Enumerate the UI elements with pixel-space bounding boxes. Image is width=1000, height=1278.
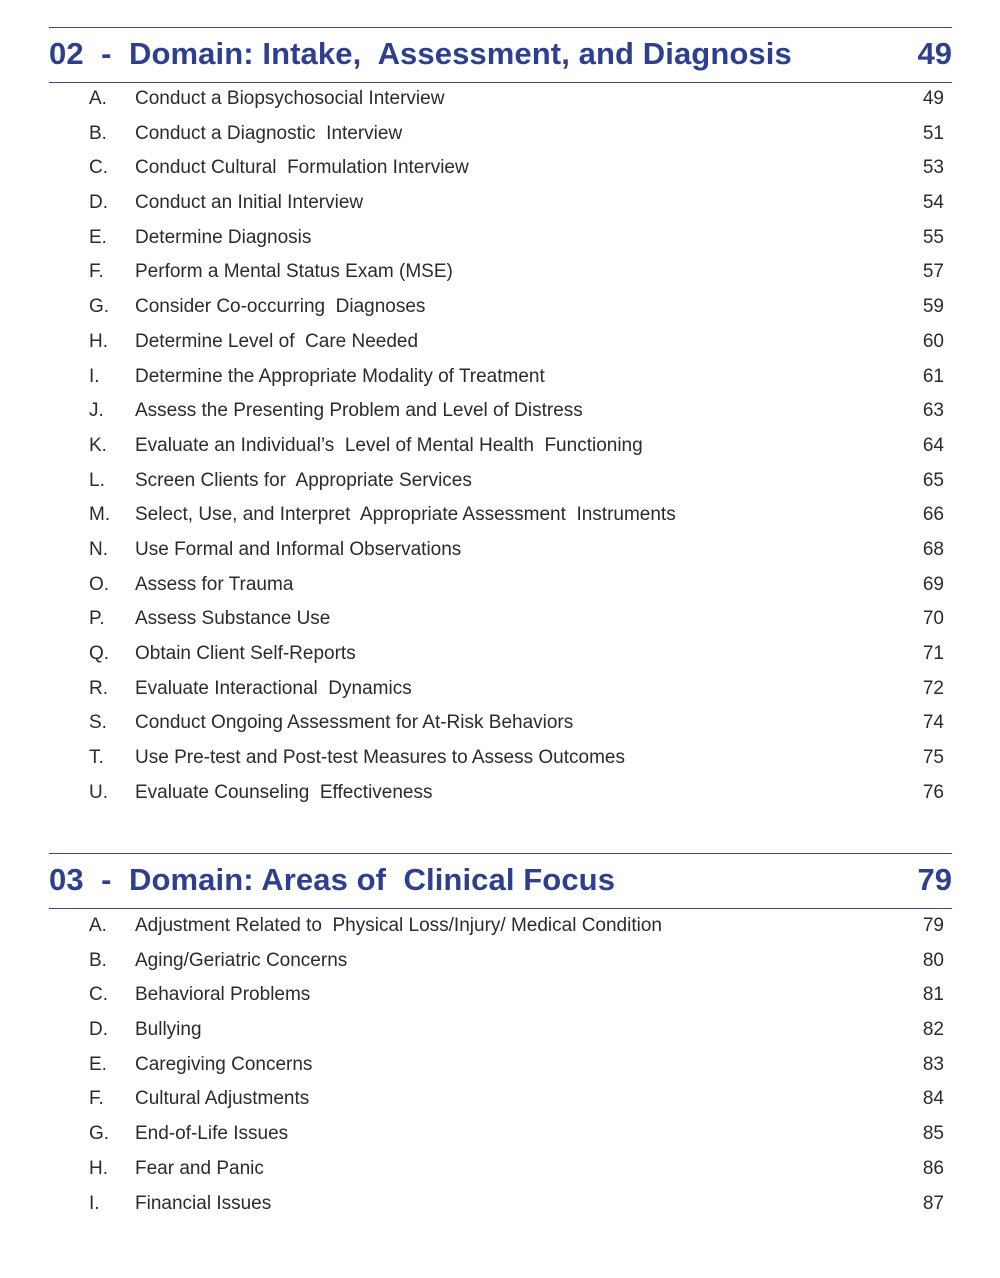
toc-entry[interactable] — [49, 393, 952, 428]
entry-letter: J. — [89, 400, 104, 422]
entry-letter: S. — [89, 712, 107, 734]
entry-label: Assess Substance Use — [135, 608, 331, 630]
entry-page: 65 — [922, 469, 944, 491]
toc-entry[interactable] — [49, 636, 952, 671]
entry-letter: H. — [89, 1157, 108, 1179]
entry-letter: B. — [89, 949, 107, 971]
entry-page: 61 — [922, 365, 944, 387]
entry-letter: P. — [89, 608, 105, 630]
entry-letter: U. — [89, 781, 108, 803]
entry-page: 70 — [922, 608, 944, 630]
entry-page: 80 — [922, 949, 944, 971]
entry-label: Financial Issues — [135, 1192, 272, 1214]
toc-entry[interactable] — [49, 150, 952, 185]
section-header[interactable] — [49, 853, 952, 909]
entry-label: Obtain Client Self-Reports — [135, 643, 356, 664]
entry-label: Conduct a Diagnostic Interview — [135, 122, 403, 144]
entry-letter: R. — [89, 677, 108, 699]
entry-page: 60 — [922, 330, 944, 352]
entry-page: 53 — [922, 157, 944, 179]
toc-entry[interactable] — [49, 1116, 952, 1151]
entry-page: 81 — [922, 984, 944, 1006]
entry-letter: B. — [89, 122, 107, 144]
entry-label: End-of-Life Issues — [135, 1123, 289, 1145]
entry-page: 71 — [922, 643, 944, 664]
toc-entry[interactable] — [49, 81, 952, 116]
entry-page: 84 — [922, 1088, 944, 1110]
entry-page: 51 — [922, 122, 944, 144]
toc-entry[interactable] — [49, 943, 952, 978]
entry-page: 76 — [922, 781, 944, 803]
entry-letter: O. — [89, 573, 110, 595]
toc-entry[interactable] — [49, 463, 952, 498]
section-page-number: 79 — [917, 862, 952, 897]
entry-page: 87 — [922, 1192, 944, 1214]
entry-page: 69 — [922, 573, 944, 595]
entry-label: Fear and Panic — [135, 1157, 264, 1179]
toc-entry[interactable] — [49, 775, 952, 810]
entry-page: 63 — [922, 400, 944, 422]
entry-page: 49 — [922, 88, 944, 109]
toc-entry[interactable] — [49, 185, 952, 220]
entry-label: Perform a Mental Status Exam (MSE) — [135, 261, 453, 283]
entry-letter: G. — [89, 1123, 110, 1145]
entry-page: 64 — [922, 434, 944, 456]
toc-section-03 — [49, 853, 952, 1220]
entry-label: Consider Co-occurring Diagnoses — [135, 296, 426, 318]
entry-page: 82 — [922, 1019, 944, 1041]
entry-label: Use Formal and Informal Observations — [135, 538, 462, 560]
entry-label: Aging/Geriatric Concerns — [135, 949, 348, 971]
entry-label: Conduct Cultural Formulation Interview — [135, 157, 469, 179]
entry-letter: N. — [89, 538, 108, 560]
entry-letter: D. — [89, 192, 108, 214]
toc-entry[interactable] — [49, 671, 952, 706]
entry-label: Use Pre-test and Post-test Measures to Assess Outcomes — [135, 747, 625, 769]
entry-letter: H. — [89, 330, 108, 352]
entry-letter: C. — [89, 157, 108, 179]
toc-entry[interactable] — [49, 116, 952, 151]
entry-letter: I. — [89, 1192, 100, 1214]
entry-letter: A. — [89, 88, 107, 109]
toc-entry[interactable] — [49, 532, 952, 567]
toc-entry[interactable] — [49, 740, 952, 775]
section-number: 03 — [49, 862, 84, 897]
entry-label: Assess for Trauma — [135, 573, 294, 595]
entry-page: 54 — [922, 192, 944, 214]
section-page-number: 49 — [917, 36, 952, 71]
toc-entry[interactable] — [49, 220, 952, 255]
entry-letter: D. — [89, 1019, 108, 1041]
entry-page: 74 — [922, 712, 944, 734]
entry-letter: F. — [89, 261, 104, 283]
entry-letter: A. — [89, 915, 107, 936]
entry-page: 83 — [922, 1053, 944, 1075]
entry-letter: K. — [89, 434, 107, 456]
section-number: 02 — [49, 36, 84, 71]
entry-label: Behavioral Problems — [135, 984, 311, 1006]
section-title-text: Domain: Intake, Assessment, and Diagnosis — [128, 36, 792, 71]
entry-letter: F. — [89, 1088, 104, 1110]
entry-page: 66 — [922, 504, 944, 526]
entry-page: 86 — [922, 1157, 944, 1179]
entry-label: Caregiving Concerns — [135, 1053, 313, 1075]
entry-label: Cultural Adjustments — [135, 1088, 310, 1110]
entry-letter: C. — [89, 984, 108, 1006]
entry-letter: Q. — [89, 643, 110, 664]
toc-entry-list — [49, 908, 952, 1220]
toc-entry[interactable] — [49, 497, 952, 532]
toc-entry[interactable] — [49, 324, 952, 359]
entry-label: Conduct a Biopsychosocial Interview — [135, 88, 445, 109]
entry-label: Adjustment Related to Physical Loss/Injury/ Medical Condition — [135, 915, 662, 936]
toc-entry[interactable] — [49, 254, 952, 289]
entry-label: Determine Diagnosis — [135, 226, 312, 248]
toc-entry[interactable] — [49, 1012, 952, 1047]
entry-page: 72 — [922, 677, 944, 699]
entry-letter: L. — [89, 469, 105, 491]
entry-label: Screen Clients for Appropriate Services — [135, 469, 472, 491]
entry-label: Determine the Appropriate Modality of Treatment — [135, 365, 545, 387]
entry-letter: E. — [89, 226, 107, 248]
entry-label: Conduct Ongoing Assessment for At-Risk Behaviors — [135, 712, 574, 734]
toc-entry[interactable] — [49, 705, 952, 740]
entry-page: 79 — [922, 915, 944, 936]
entry-label: Evaluate Counseling Effectiveness — [135, 781, 433, 803]
entry-page: 75 — [922, 747, 944, 769]
toc-section-02 — [49, 27, 952, 809]
toc-entry[interactable] — [49, 428, 952, 463]
section-title: 02 - Domain: Intake, Assessment, and Diagnosis — [49, 36, 792, 71]
entry-page: 85 — [922, 1123, 944, 1145]
entry-letter: T. — [89, 747, 104, 769]
entry-letter: G. — [89, 296, 110, 318]
entry-label: Evaluate Interactional Dynamics — [135, 677, 412, 699]
entry-letter: I. — [89, 365, 100, 387]
section-title-text: Domain: Areas of Clinical Focus — [128, 862, 616, 897]
entry-page: 59 — [922, 296, 944, 318]
section-header[interactable] — [49, 27, 952, 83]
entry-label: Select, Use, and Interpret Appropriate Assessment Instruments — [135, 504, 676, 526]
entry-page: 68 — [922, 538, 944, 560]
toc-entry[interactable] — [49, 601, 952, 636]
entry-page: 55 — [922, 226, 944, 248]
entry-label: Assess the Presenting Problem and Level of Distress — [135, 400, 583, 422]
section-title: 03 - Domain: Areas of Clinical Focus — [49, 862, 616, 897]
entry-label: Conduct an Initial Interview — [135, 192, 364, 214]
toc-entry[interactable] — [49, 359, 952, 394]
entry-letter: E. — [89, 1053, 107, 1075]
entry-label: Determine Level of Care Needed — [135, 330, 419, 352]
toc-entry-list — [49, 81, 952, 809]
toc-entry[interactable] — [49, 567, 952, 602]
toc-entry[interactable] — [49, 1047, 952, 1082]
toc-entry[interactable] — [49, 289, 952, 324]
toc-entry[interactable] — [49, 1186, 952, 1221]
entry-letter: M. — [89, 504, 111, 526]
entry-label: Evaluate an Individual’s Level of Mental Health Functioning — [135, 434, 643, 456]
entry-page: 57 — [922, 261, 944, 283]
entry-label: Bullying — [135, 1019, 202, 1041]
toc-entry[interactable] — [49, 977, 952, 1012]
toc-entry[interactable] — [49, 1081, 952, 1116]
toc-entry[interactable] — [49, 1151, 952, 1186]
toc-entry[interactable] — [49, 908, 952, 943]
